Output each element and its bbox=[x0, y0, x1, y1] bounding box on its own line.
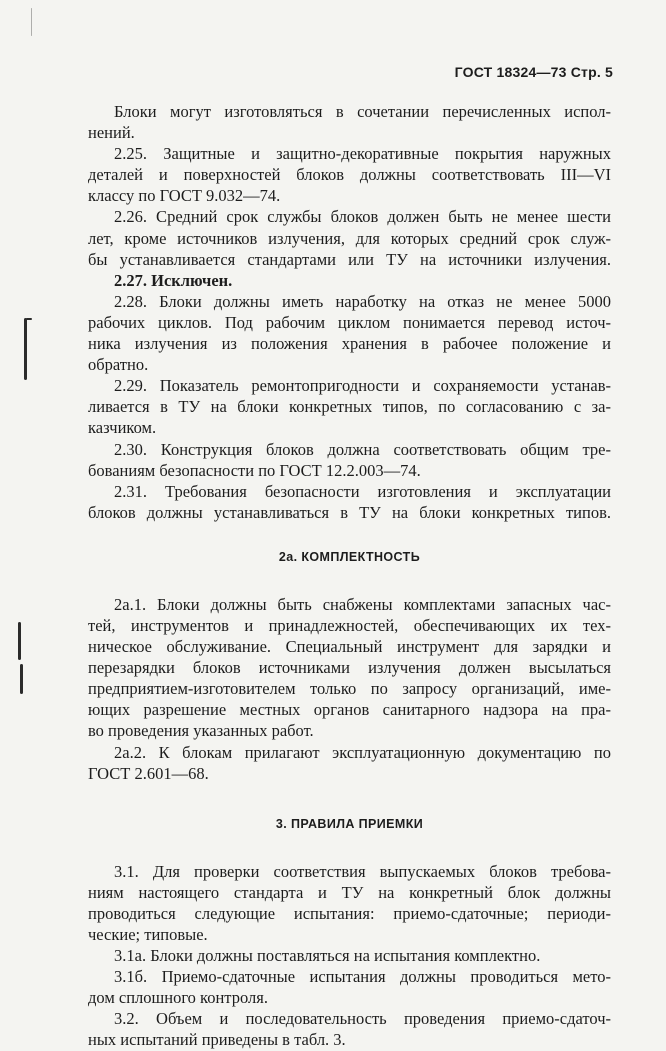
text-line: 2.26. Средний срок службы блоков должен быть не менее шести bbox=[114, 207, 611, 227]
margin-mark-top bbox=[31, 8, 32, 36]
text-line: ниям настоящего стандарта и ТУ на конкретный блок должны bbox=[88, 882, 611, 902]
text-line: 2а.2. К блокам прилагают эксплуатационную документацию по bbox=[114, 742, 611, 762]
text-line: обратно. bbox=[88, 355, 149, 375]
paragraph-2-28 bbox=[88, 291, 611, 375]
text-line: блоков должны устанавливаться в ТУ на блоки конкретных типов. bbox=[88, 502, 611, 522]
text-line: ническое обслуживание. Специальный инструмент для зарядки и bbox=[88, 637, 611, 657]
paragraph-2-27 bbox=[88, 270, 611, 291]
paragraph-2a-2 bbox=[88, 742, 611, 784]
text-line: 2.30. Конструкция блоков должна соответствовать общим тре- bbox=[114, 439, 611, 459]
text-line: ливается в ТУ на блоки конкретных типов, по согласованию с за- bbox=[88, 397, 611, 417]
text-line: ных испытаний приведены в табл. 3. bbox=[88, 1030, 346, 1050]
text-line: лет, кроме источников излучения, для которых средний срок служ- bbox=[88, 228, 611, 248]
text-line: перезарядки блоков источниками излучения должен высылаться bbox=[88, 658, 611, 678]
text-line: Блоки могут изготовляться в сочетании перечисленных испол- bbox=[114, 102, 611, 121]
text-line: классу по ГОСТ 9.032—74. bbox=[88, 186, 281, 206]
paragraph-2-26 bbox=[88, 206, 611, 269]
section-title-acceptance-rules: 3. ПРАВИЛА ПРИЕМКИ bbox=[275, 816, 424, 831]
text-line: предприятием-изготовителем только по запросу организаций, име- bbox=[88, 679, 611, 699]
page-header: ГОСТ 18324—73 Стр. 5 bbox=[454, 64, 613, 80]
paragraph-3-1b bbox=[88, 966, 611, 1008]
paragraph-2-30 bbox=[88, 439, 611, 481]
text-line: 3.2. Объем и последовательность проведения приемо-сдаточ- bbox=[114, 1009, 611, 1029]
clause-excluded-label: Исключен. bbox=[151, 270, 233, 290]
margin-mark-bracket-2 bbox=[18, 622, 21, 660]
text-line: 2.28. Блоки должны иметь наработку на отказ не менее 5000 bbox=[114, 291, 611, 311]
paragraph-2a-1 bbox=[88, 594, 611, 742]
text-line: во проведения указанных работ. bbox=[88, 721, 314, 741]
text-line: ческие; типовые. bbox=[88, 925, 208, 944]
text-line: 2.25. Защитные и защитно-декоративные покрытия наружных bbox=[114, 144, 611, 164]
text-line: ГОСТ 2.601—68. bbox=[88, 763, 209, 783]
text-line: 3.1б. Приемо-сдаточные испытания должны проводиться мето- bbox=[114, 967, 611, 987]
text-line: деталей и поверхностей блоков должны соответствовать III—VI bbox=[88, 165, 611, 185]
clause-number: 2.27. bbox=[114, 270, 147, 290]
text-line: 2.29. Показатель ремонтопригодности и сохраняемости устанав- bbox=[114, 376, 611, 396]
text-line: 2.31. Требования безопасности изготовления и эксплуатации bbox=[114, 481, 611, 501]
text-line: ющих разрешение местных органов санитарного надзора на пра- bbox=[88, 700, 611, 720]
text-line: бы устанавливается стандартами или ТУ на источники излучения. bbox=[88, 249, 611, 269]
margin-mark-bracket-2b bbox=[20, 664, 23, 694]
margin-mark-bracket-1-tail bbox=[26, 318, 32, 320]
margin-mark-bracket-1 bbox=[24, 318, 27, 380]
paragraph-3-1a bbox=[88, 945, 611, 966]
text-line: 2а.1. Блоки должны быть снабжены комплектами запасных час- bbox=[114, 594, 611, 614]
section-title-completeness: 2а. КОМПЛЕКТНОСТЬ bbox=[278, 549, 421, 564]
text-line: проводиться следующие испытания: приемо-сдаточные; периоди- bbox=[88, 903, 611, 923]
paragraph-options bbox=[88, 101, 611, 143]
text-line: ника излучения из положения хранения в рабочее положение и bbox=[88, 334, 611, 354]
text-line: казчиком. bbox=[88, 418, 157, 438]
paragraph-2-29 bbox=[88, 375, 611, 438]
text-line: 3.1а. Блоки должны поставляться на испытания комплектно. bbox=[114, 946, 541, 966]
paragraph-3-1 bbox=[88, 861, 611, 945]
text-line: 3.1. Для проверки соответствия выпускаемых блоков требова- bbox=[114, 861, 611, 881]
text-line: рабочих циклов. Под рабочим циклом понимается перевод источ- bbox=[88, 312, 611, 332]
text-line: дом сплошного контроля. bbox=[88, 988, 268, 1008]
paragraph-2-25 bbox=[88, 143, 611, 206]
paragraph-3-2 bbox=[88, 1008, 611, 1050]
paragraph-2-31 bbox=[88, 481, 611, 523]
text-line: тей, инструментов и принадлежностей, обеспечивающих их тех- bbox=[88, 615, 611, 635]
text-line: нений. bbox=[88, 123, 135, 143]
text-line: бованиям безопасности по ГОСТ 12.2.003—74. bbox=[88, 460, 421, 480]
document-body bbox=[88, 101, 611, 1051]
